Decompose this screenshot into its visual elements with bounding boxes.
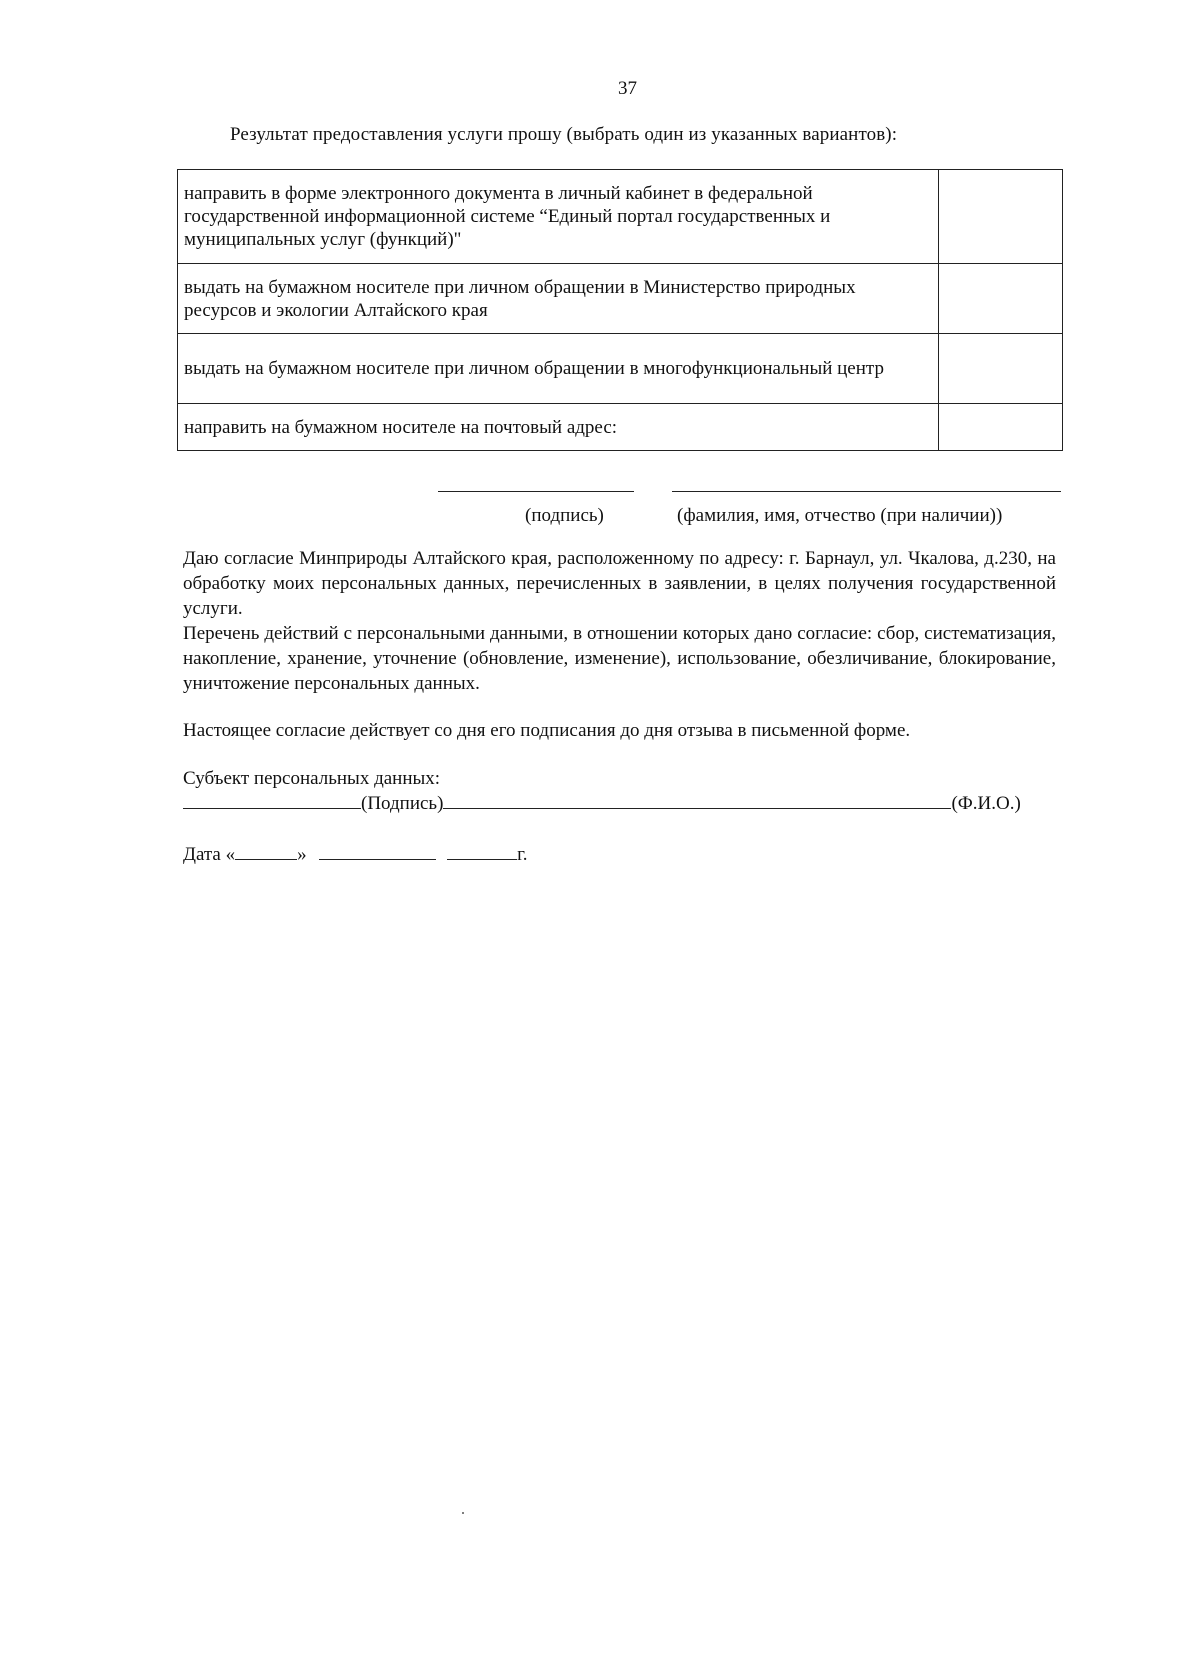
- name-line[interactable]: [672, 491, 1061, 492]
- option-checkbox-cell[interactable]: [938, 264, 1062, 334]
- result-options-table: [177, 169, 1063, 451]
- date-year-suffix: г.: [517, 844, 528, 865]
- subject-label: Субъект персональных данных:: [183, 768, 441, 789]
- page-number: 37: [618, 78, 637, 99]
- result-heading: Результат предоставления услуги прошу (выбрать один из указанных вариантов):: [230, 124, 898, 145]
- signature-caption: (подпись): [525, 505, 604, 526]
- option-row: [178, 264, 1063, 334]
- option-text: направить в форме электронного документа в личный кабинет в федеральной государственной информационной системе “Единый портал государственных и муниципальных услуг (функций)": [178, 170, 939, 264]
- name-caption: (фамилия, имя, отчество (при наличии)): [677, 505, 1003, 526]
- date-row: [183, 844, 528, 866]
- option-text: выдать на бумажном носителе при личном обращении в Министерство природных ресурсов и экологии Алтайского края: [178, 264, 939, 334]
- date-close-quote: »: [297, 844, 307, 865]
- option-text: направить на бумажном носителе на почтовый адрес:: [178, 404, 939, 451]
- option-text: выдать на бумажном носителе при личном обращении в многофункциональный центр: [178, 334, 939, 404]
- subject-signature-line[interactable]: [183, 794, 361, 809]
- option-checkbox-cell[interactable]: [938, 334, 1062, 404]
- option-checkbox-cell[interactable]: [938, 170, 1062, 264]
- scan-speck: [462, 1512, 464, 1514]
- option-row: [178, 170, 1063, 264]
- consent-paragraph: Даю согласие Минприроды Алтайского края, расположенному по адресу: г. Барнаул, ул. Чкалова, д.230, на обработку моих персональных данных, перечисленных в заявлении, в целях получения государственной услуги.: [183, 548, 1056, 619]
- date-month-line[interactable]: [319, 845, 436, 860]
- option-checkbox-cell[interactable]: [938, 404, 1062, 451]
- validity-paragraph: Настоящее согласие действует со дня его подписания до дня отзыва в письменной форме.: [183, 720, 911, 741]
- option-row: [178, 334, 1063, 404]
- date-prefix: Дата «: [183, 844, 236, 865]
- subject-fio-label: (Ф.И.О.): [951, 793, 1021, 814]
- date-year-line[interactable]: [447, 845, 517, 860]
- actions-paragraph: Перечень действий с персональными данными, в отношении которых дано согласие: сбор, систематизация, накопление, хранение, уточнение (обновление, изменение), использование, обезличивание, блокирование, уничтожение персональных данных.: [183, 623, 1056, 694]
- subject-signature-row: [183, 793, 1021, 815]
- date-day-line[interactable]: [235, 845, 297, 860]
- signature-line[interactable]: [438, 491, 634, 492]
- option-row: [178, 404, 1063, 451]
- subject-sign-label: (Подпись): [361, 793, 444, 814]
- subject-fio-line[interactable]: [443, 794, 951, 809]
